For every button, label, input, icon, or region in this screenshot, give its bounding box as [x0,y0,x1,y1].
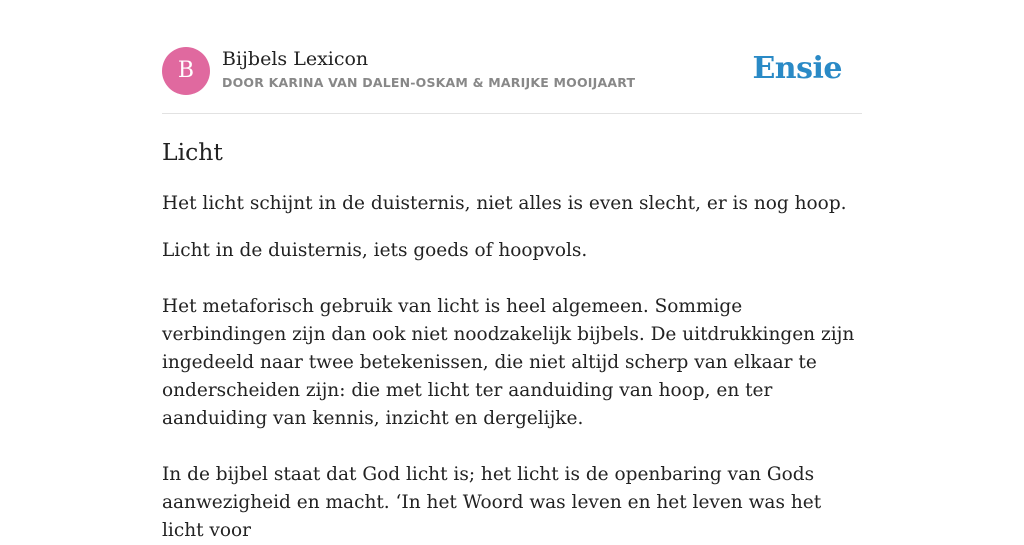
entry-headword: Licht [162,138,223,166]
entry-summary: Het licht schijnt in de duisternis, niet alles is even slecht, er is nog hoop. [162,193,847,214]
avatar[interactable]: B [162,47,210,95]
entry-definition: Licht in de duisternis, iets goeds of hoopvols. [162,240,588,261]
lexicon-title[interactable]: Bijbels Lexicon [222,48,369,70]
header [162,47,862,114]
entry-paragraph: In de bijbel staat dat God licht is; het licht is de openbaring van Gods aanwezigheid en macht. ‘In het Woord was leven en het leven was het licht voor [162,464,822,541]
entry-paragraph: Het metaforisch gebruik van licht is heel algemeen. Sommige verbindingen zijn dan ook niet noodzakelijk bijbels. De uitdrukkingen zijn ingedeeld naar twee betekenissen, die niet altijd scherp van elkaar te onderscheiden zijn: die met licht ter aanduiding van hoop, en ter aanduiding van kennis, inzicht en dergelijke. [162,296,855,429]
authors-byline: DOOR KARINA VAN DALEN-OSKAM & MARIJKE MOOIJAART [222,75,636,90]
ensie-logo-link[interactable]: Ensie [752,51,842,86]
